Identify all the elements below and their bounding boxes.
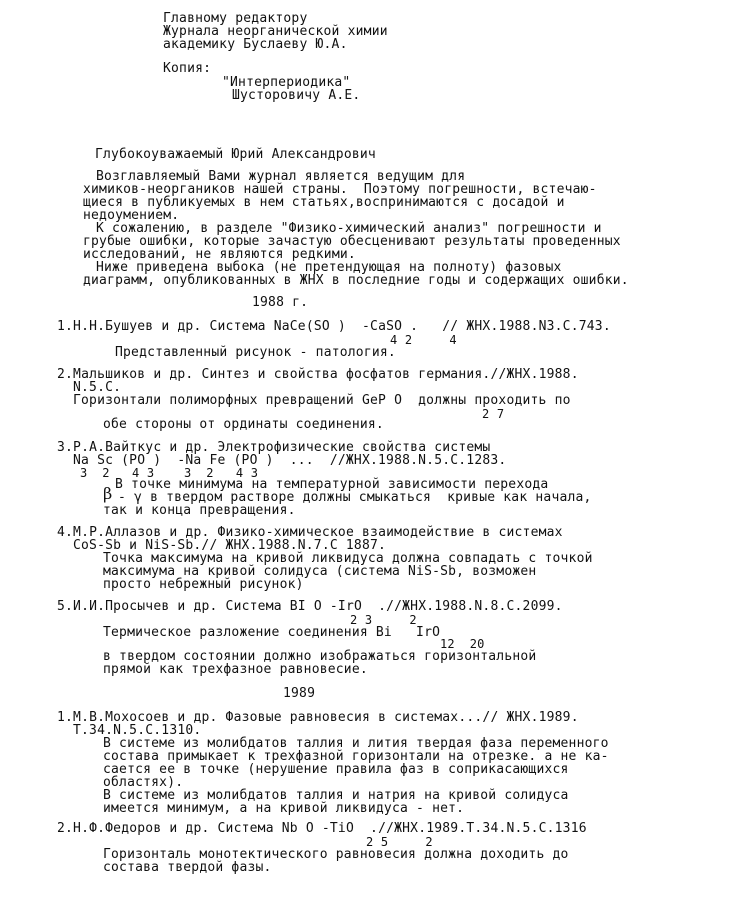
intro-line: недоумением.: [83, 208, 180, 223]
item-1988-3-comment: В точке минимума на температурной зависимости перехода: [115, 477, 549, 492]
item-1988-2-comment: обе стороны от ординаты соединения.: [103, 417, 384, 432]
item-1989-1-comment: состава примыкает к трехфазной горизонтали на отрезке. а не ка-: [103, 749, 609, 764]
item-1988-3-subscripts: 3 2 4 3 3 2 4 3: [80, 466, 259, 480]
item-1988-3: 3.Р.А.Вайткус и др. Электрофизические свойства системы: [57, 440, 491, 455]
item-1988-2-subscripts: 2 7: [482, 407, 505, 421]
item-1988-5-comment: в твердом состоянии должно изображаться горизонтальной: [103, 649, 537, 664]
item-1988-4-cont: CoS-Sb и NiS-Sb.// ЖНХ.1988.N.7.С 1887.: [73, 538, 387, 553]
year-heading-1989: 1989: [283, 686, 316, 701]
item-1988-5-comment: прямой как трехфазное равновесие.: [103, 662, 368, 677]
item-1988-5-comment: Термическое разложение соединения Bi IrO: [103, 625, 441, 640]
item-1989-1: 1.М.В.Мохосоев и др. Фазовые равновесия в системах...// ЖНХ.1989.: [57, 710, 579, 725]
intro-line: щиеся в публикуемых в нем статьях,воспринимаются с досадой и: [83, 195, 565, 210]
item-1988-4-comment: максимума на кривой солидуса (система NiS-Sb, возможен: [103, 564, 537, 579]
intro-line: Ниже приведена выбока (не претендующая на полноту) фазовых: [96, 260, 562, 275]
intro-line: химиков-неоргаников нашей страны. Поэтому погрешности, встечаю-: [83, 182, 597, 197]
item-1988-2-comment: Горизонтали полиморфных превращений GeP O должны проходить по: [73, 393, 571, 408]
copy-label: Копия:: [163, 61, 212, 76]
addressee-line-2: Журнала неорганической химии: [163, 24, 388, 39]
year-heading-1988: 1988 г.: [252, 295, 309, 310]
intro-line: диаграмм, опубликованных в ЖНХ в последние годы и содержащих ошибки.: [83, 273, 629, 288]
greeting: Глубокоуважаемый Юрий Александрович: [95, 147, 376, 162]
intro-line: К сожалению, в разделе "Физико-химический анализ" погрешности и: [96, 221, 602, 236]
item-1988-1-comment: Представленный рисунок - патология.: [115, 345, 396, 360]
copy-recipient-2: Шусторовичу А.Е.: [232, 88, 361, 103]
addressee-line-3: академику Буслаеву Ю.А.: [163, 37, 348, 52]
item-1989-1-comment: В системе из молибдатов таллия и натрия на кривой солидуса: [103, 788, 569, 803]
item-1988-4-comment: Точка максимума на кривой ликвидуса должна совпадать с точкой: [103, 551, 593, 566]
item-1989-1-comment: сается ее в точке (нерушение правила фаз в соприкасающихся: [103, 762, 569, 777]
item-1988-5-subscripts-2: 12 20: [440, 637, 485, 651]
item-1988-3-comment: - γ в твердом растворе должны смыкаться кривые как начала,: [118, 490, 592, 505]
item-1988-1-subscripts: 4 2 4: [390, 333, 457, 347]
item-1988-3-formula: Na Sc (PO ) -Na Fe (PO ) ... //ЖНХ.1988.N.5.С.1283.: [73, 453, 507, 468]
intro-line: исследований, не являются редкими.: [83, 247, 356, 262]
item-1988-1: 1.Н.Н.Бушуев и др. Система NaCe(SO ) -CaSO . // ЖНХ.1988.N3.С.743.: [57, 319, 611, 334]
item-1989-2-comment: состава твердой фазы.: [103, 860, 272, 875]
item-1988-5-subscripts: 2 3 2: [350, 613, 417, 627]
item-1989-1-comment: В системе из молибдатов таллия и лития твердая фаза переменного: [103, 736, 609, 751]
item-1988-4: 4.М.Р.Аллазов и др. Физико-химическое взаимодействие в системах: [57, 525, 563, 540]
item-1989-1-comment: областях).: [103, 775, 184, 790]
item-1989-2-subscripts: 2 5 2: [366, 835, 433, 849]
item-1988-4-comment: просто небрежный рисунок): [103, 577, 304, 592]
item-1988-3-comment: так и конца превращения.: [103, 503, 296, 518]
copy-recipient-1: "Интерпериодика": [222, 75, 351, 90]
item-1989-2-comment: Горизонталь монотектического равновесия должна доходить до: [103, 847, 569, 862]
item-1989-2: 2.Н.Ф.Федоров и др. Система Nb O -TiO .//ЖНХ.1989.Т.34.N.5.С.1316: [57, 821, 587, 836]
intro-line: Возглавляемый Вами журнал является ведущим для: [96, 169, 466, 184]
beta-symbol: β: [103, 484, 113, 503]
item-1988-5: 5.И.И.Просычев и др. Система BI O -IrO .//ЖНХ.1988.N.8.С.2099.: [57, 599, 563, 614]
item-1988-2: 2.Мальшиков и др. Синтез и свойства фосфатов германия.//ЖНХ.1988.: [57, 367, 579, 382]
intro-line: грубые ошибки, которые зачастую обесценивают результаты проведенных: [83, 234, 621, 249]
item-1989-1-comment: имеется минимум, а на кривой ликвидуса - нет.: [103, 801, 465, 816]
item-1988-2-cont: N.5.С.: [73, 380, 122, 395]
item-1989-1-cont: Т.34.N.5.С.1310.: [73, 723, 202, 738]
addressee-line-1: Главному редактору: [163, 11, 308, 26]
